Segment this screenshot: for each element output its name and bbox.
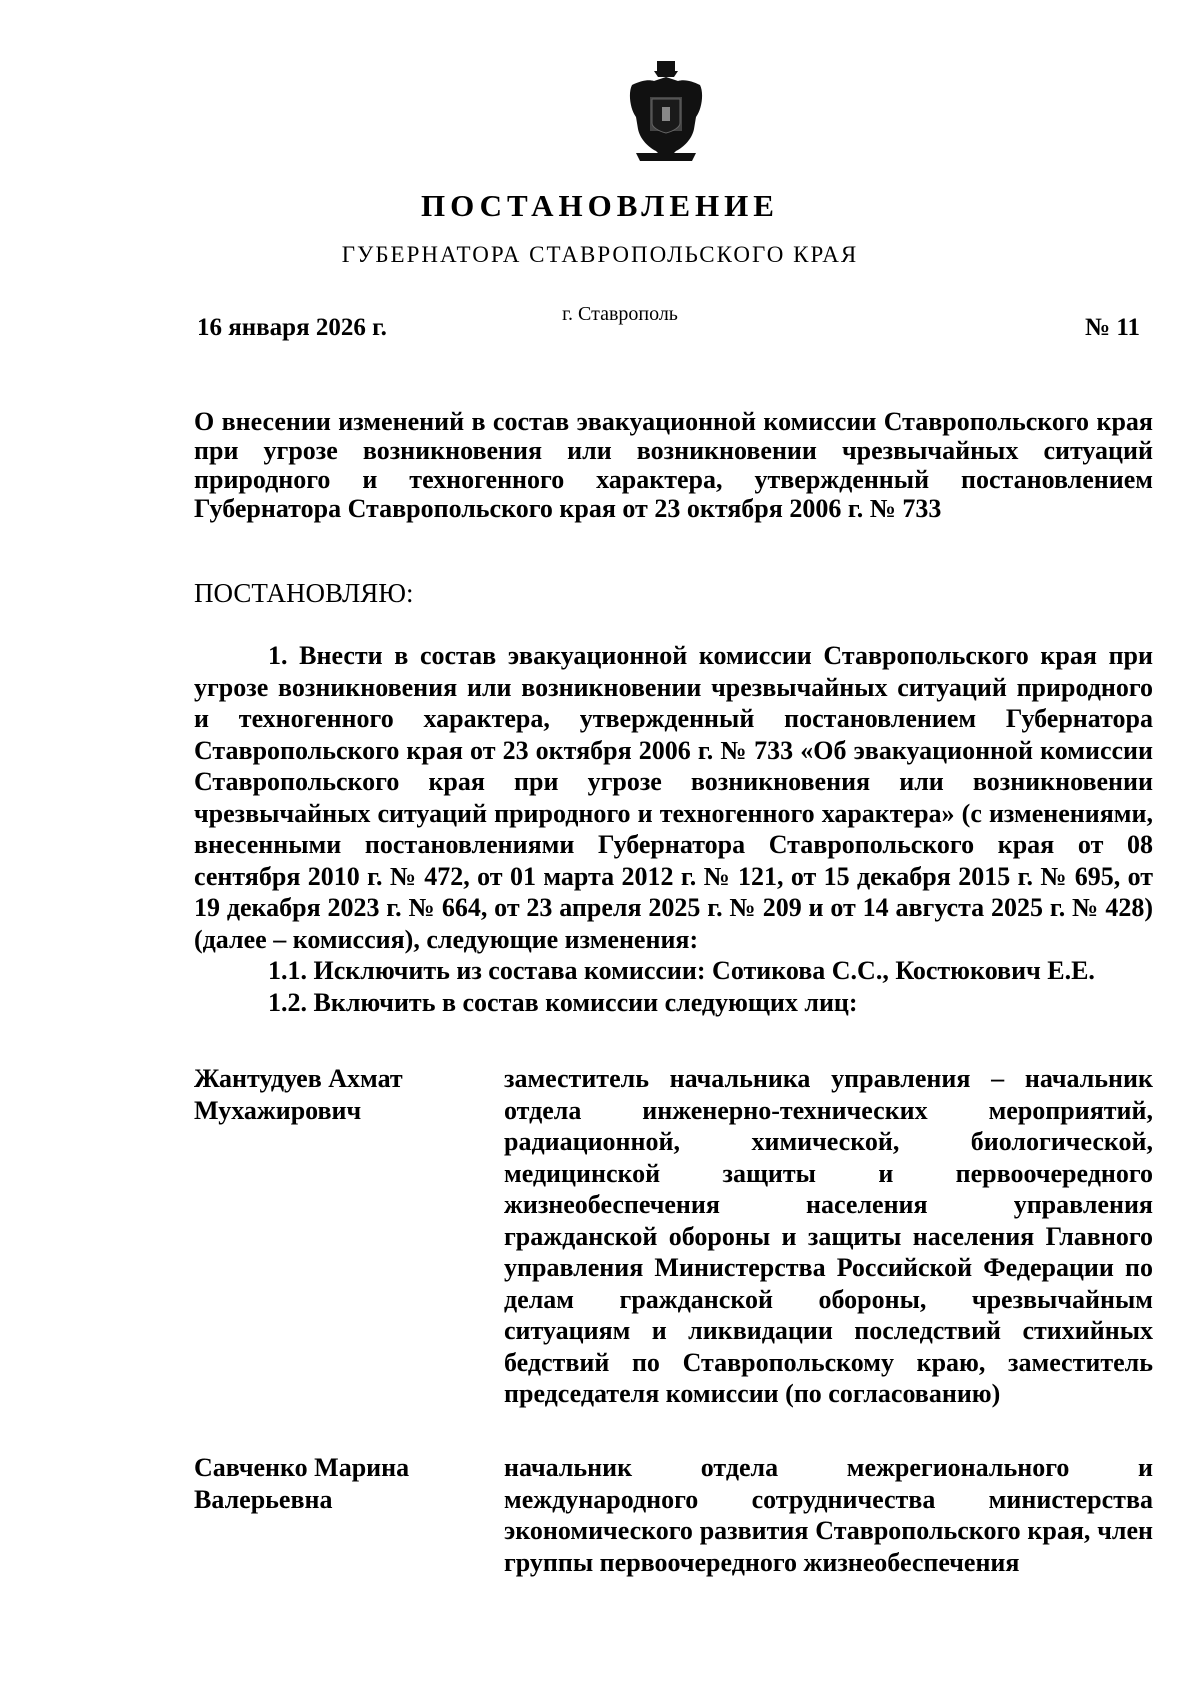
- document-body: [194, 640, 1153, 1018]
- document-date: 16 января 2026 г.: [197, 314, 387, 341]
- member-name: Савченко Марина Валерьевна: [194, 1453, 410, 1514]
- decree-heading: ПОСТАНОВЛЯЮ:: [194, 578, 414, 608]
- document-title: ПОСТАНОВЛЕНИЕ: [421, 188, 779, 223]
- member-role: заместитель начальника управления – начальник отдела инженерно-технических мероприятий, радиационной, химической, биологической, медицинской защиты и первоочередного жизнеобеспечения населения управления гражданской обороны и защиты населения Главного управления Министерства Российской Федерации по делам гражданской обороны, чрезвычайным ситуациям и ликвидации последствий стихийных бедствий по Ставропольскому краю, заместитель председателя комиссии (по согласованию): [504, 1064, 1153, 1408]
- paragraph-item-1-2: 1.2. Включить в состав комиссии следующих лиц:: [268, 987, 858, 1017]
- member-role: начальник отдела межрегионального и международного сотрудничества министерства экономического развития Ставропольского края, член группы первоочередного жизнеобеспечения: [504, 1453, 1153, 1577]
- document-subject: О внесении изменений в состав эвакуационной комиссии Ставропольского края при угрозе возникновения или возникновении чрезвычайных ситуаций природного и техногенного характера, утвержденный постановлением Губернатора Ставропольского края от 23 октября 2006 г. № 733: [194, 407, 1153, 523]
- document-city: г. Ставрополь: [562, 303, 678, 325]
- coat-of-arms-icon: [626, 57, 706, 167]
- paragraph-item-1: 1. Внести в состав эвакуационной комиссии Ставропольского края при угрозе возникновения или возникновении чрезвычайных ситуаций природного и техногенного характера, утвержденный постановлением Губернатора Ставропольского края от 23 октября 2006 г. № 733 «Об эвакуационной комиссии Ставропольского края при угрозе возникновения или возникновении чрезвычайных ситуаций природного и техногенного характера» (с изменениями, внесенными постановлениями Губернатора Ставропольского края от 08 сентября 2010 г. № 472, от 01 марта 2012 г. № 121, от 15 декабря 2015 г. № 695, от 19 декабря 2023 г. № 664, от 23 апреля 2025 г. № 209 и от 14 августа 2025 г. № 428) (далее – комиссия), следующие изменения:: [194, 641, 1153, 954]
- member-name: Жантудуев Ахмат Мухажирович: [194, 1064, 403, 1125]
- document-number: № 11: [1085, 314, 1140, 341]
- paragraph-item-1-1: 1.1. Исключить из состава комиссии: Сотикова С.С., Костюкович Е.Е.: [268, 956, 1095, 985]
- document-issuer: ГУБЕРНАТОРА СТАВРОПОЛЬСКОГО КРАЯ: [341, 242, 859, 267]
